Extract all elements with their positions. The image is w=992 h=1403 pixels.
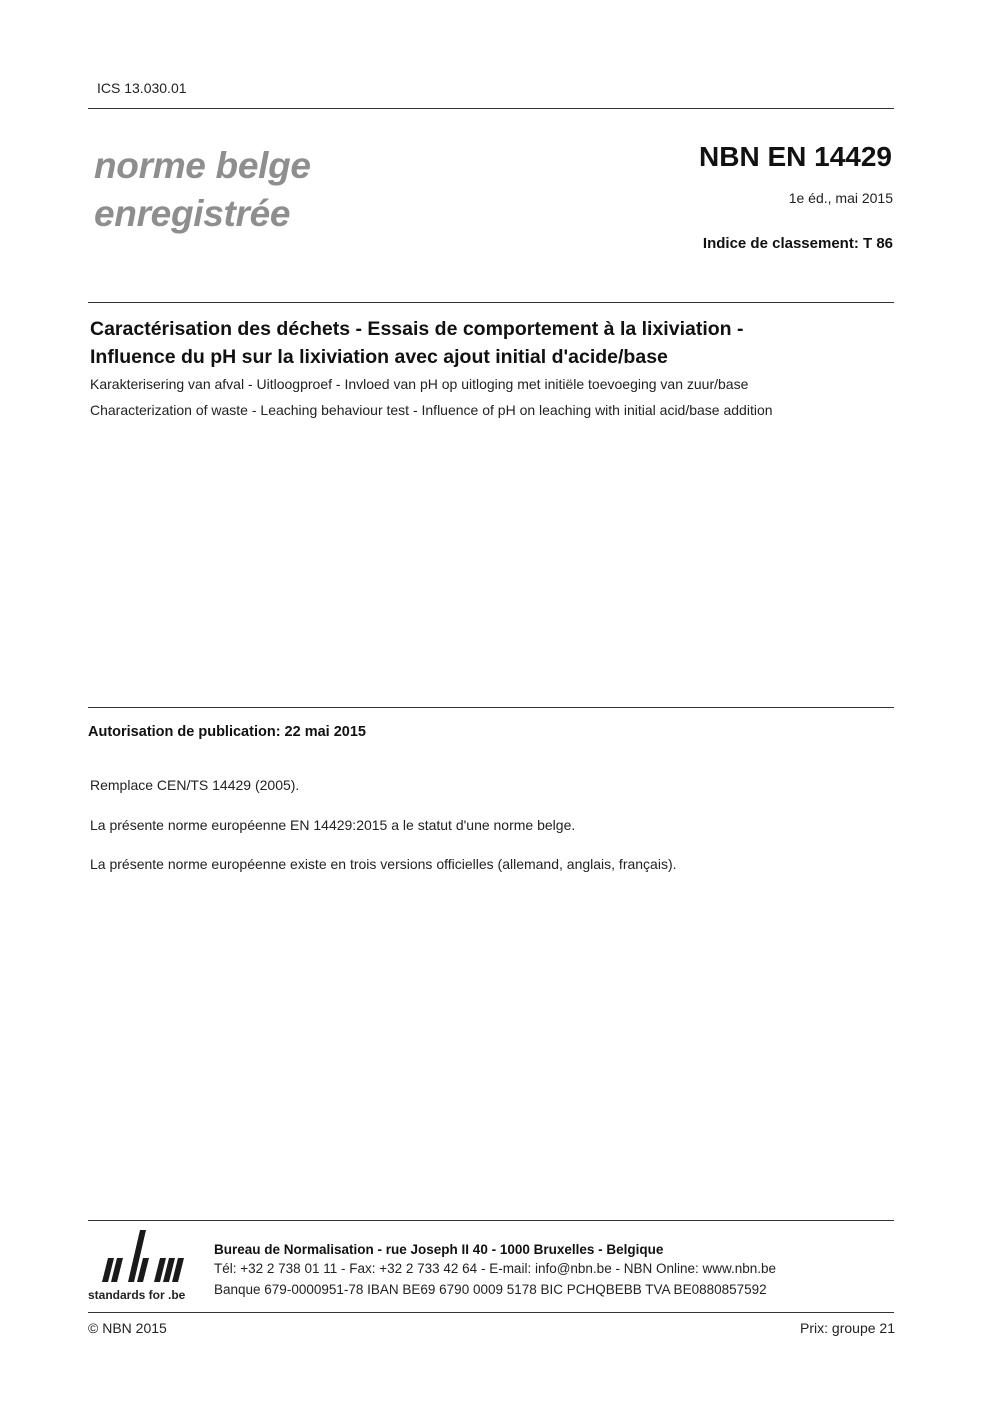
publication-authorisation: Autorisation de publication: 22 mai 2015	[88, 724, 366, 740]
title-rule	[88, 302, 894, 303]
title-english: Characterization of waste - Leaching behaviour test - Influence of pH on leaching with initial acid/base addition	[90, 402, 773, 418]
note-replaces: Remplace CEN/TS 14429 (2005).	[90, 777, 300, 793]
standard-number: NBN EN 14429	[699, 141, 892, 172]
footer-contact: Tél: +32 2 738 01 11 - Fax: +32 2 733 42 64 - E-mail: info@nbn.be - NBN Online: www.nbn.be	[214, 1261, 777, 1276]
classification-index: Indice de classement: T 86	[702, 235, 893, 252]
brand-line-2: enregistrée	[94, 193, 291, 234]
logo-caption: standards for .be	[88, 1288, 186, 1302]
brand-line-1: norme belge	[94, 145, 311, 186]
title-french-line-2: Influence du pH sur la lixiviation avec ajout initial d'acide/base	[90, 346, 668, 368]
ics-code: ICS 13.030.01	[97, 80, 187, 96]
title-french-line-1: Caractérisation des déchets - Essais de comportement à la lixiviation -	[90, 318, 744, 340]
edition-date: 1e éd., mai 2015	[788, 190, 893, 206]
price-group: Prix: groupe 21	[800, 1320, 895, 1336]
title-dutch: Karakterisering van afval - Uitloogproef - Invloed van pH op uitloging met initiële toevoeging van zuur/base	[90, 376, 749, 392]
note-versions: La présente norme européenne existe en trois versions officielles (allemand, anglais, français).	[90, 856, 677, 872]
bottom-rule	[88, 1312, 894, 1313]
title-french	[90, 315, 890, 371]
copyright: © NBN 2015	[88, 1320, 167, 1336]
brand-wordmark	[94, 142, 311, 238]
footer-address: Bureau de Normalisation - rue Joseph II 40 - 1000 Bruxelles - Belgique	[214, 1242, 664, 1257]
footer-rule	[88, 1220, 894, 1221]
note-status: La présente norme européenne EN 14429:2015 a le statut d'une norme belge.	[90, 817, 576, 833]
header-rule	[88, 108, 894, 109]
publication-rule	[88, 707, 894, 708]
footer-bank: Banque 679-0000951-78 IBAN BE69 6790 0009 5178 BIC PCHQBEBB TVA BE0880857592	[214, 1282, 767, 1297]
